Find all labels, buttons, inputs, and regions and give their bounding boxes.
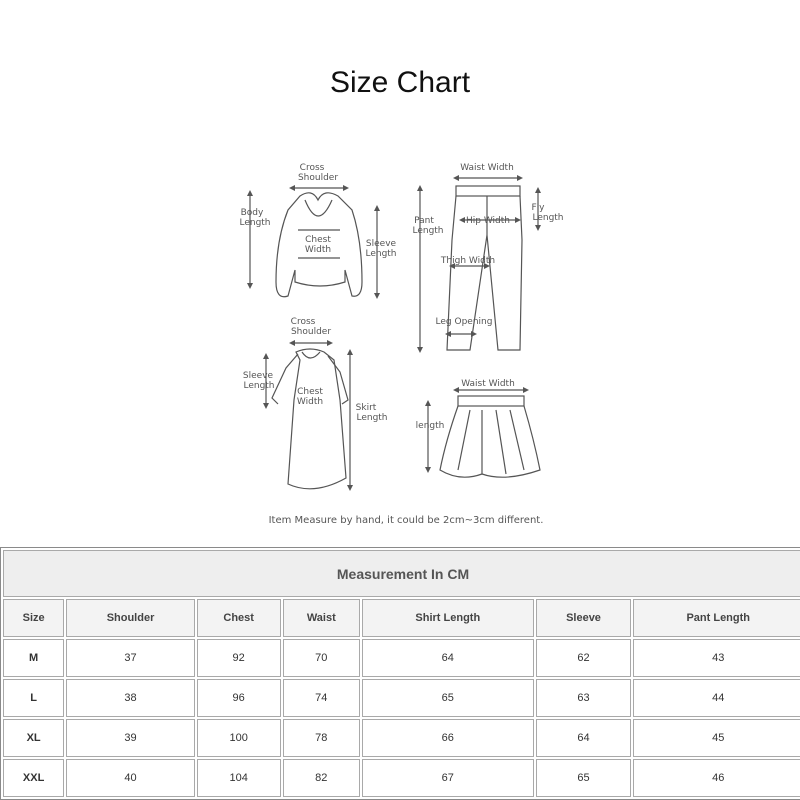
measurement-cell: 74 <box>283 679 361 717</box>
measurement-cell: 100 <box>197 719 281 757</box>
measurement-cell: 40 <box>66 759 195 797</box>
label-fly-length: Fly Length <box>531 203 564 223</box>
measurement-cell: 63 <box>536 679 632 717</box>
measurement-cell: 46 <box>633 759 800 797</box>
size-cell: XL <box>3 719 64 757</box>
table-caption: Measurement In CM <box>3 550 800 597</box>
label-cross-shoulder-dress: Cross Shoulder <box>290 317 332 337</box>
skirt-figure <box>440 396 540 477</box>
label-skirt-length-dress: Skirt Length <box>355 403 388 423</box>
table-row <box>3 639 800 677</box>
measurement-cell: 64 <box>536 719 632 757</box>
measurement-cell: 62 <box>536 639 632 677</box>
measurement-cell: 65 <box>362 679 533 717</box>
measurement-note: Item Measure by hand, it could be 2cm~3cm different. <box>268 515 544 526</box>
column-header: Shoulder <box>66 599 195 637</box>
measurement-table-container <box>0 547 800 800</box>
measurement-cell: 43 <box>633 639 800 677</box>
table-row <box>3 679 800 717</box>
size-cell: L <box>3 679 64 717</box>
label-sleeve-length-top: Sleeve Length <box>365 239 397 259</box>
column-header: Sleeve <box>536 599 632 637</box>
table-row <box>3 759 800 797</box>
measurement-cell: 70 <box>283 639 361 677</box>
column-header: Waist <box>283 599 361 637</box>
label-sleeve-length-dress: Sleeve Length <box>242 371 275 391</box>
label-waist-width-pants: Waist Width <box>460 163 514 173</box>
label-pant-length: Pant Length <box>412 216 444 236</box>
measurement-cell: 92 <box>197 639 281 677</box>
measurement-cell: 38 <box>66 679 195 717</box>
measurement-cell: 37 <box>66 639 195 677</box>
measurement-cell: 39 <box>66 719 195 757</box>
measurement-table <box>0 547 800 800</box>
measurement-cell: 44 <box>633 679 800 717</box>
dress-figure <box>272 349 348 489</box>
size-cell: M <box>3 639 64 677</box>
column-header: Chest <box>197 599 281 637</box>
label-chest-width-dress: Chest Width <box>296 387 324 407</box>
measurement-cell: 45 <box>633 719 800 757</box>
label-hip-width: Hip Width <box>466 216 510 226</box>
column-header: Size <box>3 599 64 637</box>
measurement-cell: 64 <box>362 639 533 677</box>
page-title: Size Chart <box>329 66 471 99</box>
label-cross-shoulder-top: Cross Shoulder <box>297 163 339 183</box>
column-header: Shirt Length <box>362 599 533 637</box>
label-skirt-length: length <box>415 421 445 431</box>
table-header-row <box>3 599 800 637</box>
measurement-cell: 104 <box>197 759 281 797</box>
table-body <box>3 639 800 797</box>
label-leg-opening: Leg Opening <box>435 317 493 327</box>
size-cell: XXL <box>3 759 64 797</box>
measurement-cell: 67 <box>362 759 533 797</box>
label-body-length: Body Length <box>239 208 271 228</box>
label-chest-width-top: Chest Width <box>304 235 332 255</box>
table-row <box>3 719 800 757</box>
measurement-cell: 82 <box>283 759 361 797</box>
measurement-cell: 96 <box>197 679 281 717</box>
label-thigh-width: Thigh Width <box>440 256 496 266</box>
measurement-cell: 78 <box>283 719 361 757</box>
column-header: Pant Length <box>633 599 800 637</box>
label-waist-width-skirt: Waist Width <box>461 379 515 389</box>
measurement-cell: 65 <box>536 759 632 797</box>
measurement-cell: 66 <box>362 719 533 757</box>
